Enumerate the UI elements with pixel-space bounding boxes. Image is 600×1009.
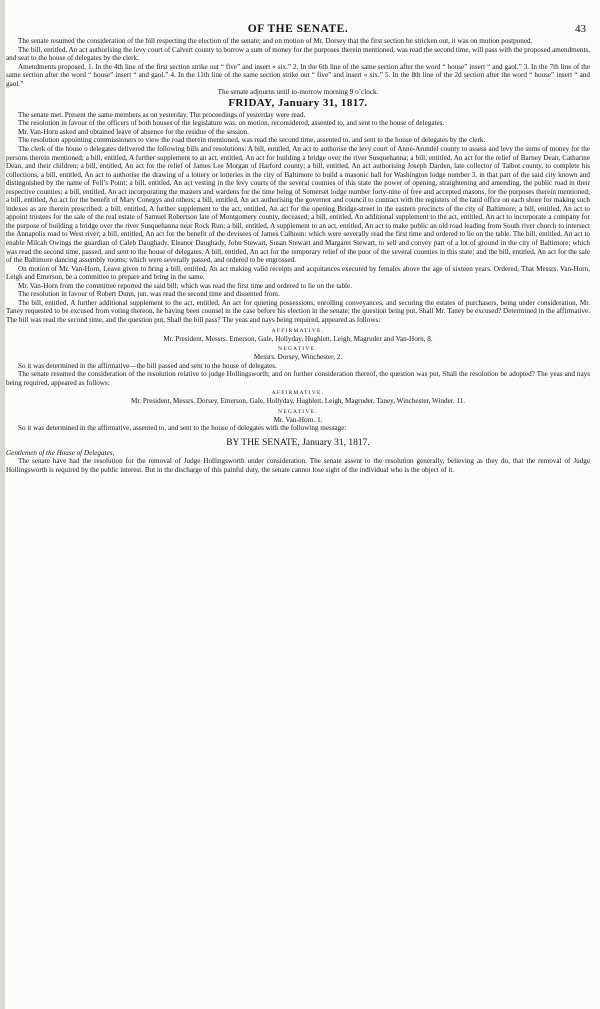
vote-list: Messrs. Dorsey, Winchester, 2. xyxy=(253,353,343,362)
paragraph: Mr. Van-Horn from the committee reported the said bill; which was read the first time and ordered to lie on the table. xyxy=(18,281,352,290)
paragraph: The senate resumed the consideration of the resolution relative to judge Hollingsworth; and on further consideration thereof, the question was put, Shall the resolution be adopted? The yeas and nays being required, appeared as follows: xyxy=(6,370,590,387)
paragraph: The senate met. Present the same members as on yesterday. The proceedings of yesterday were read. xyxy=(18,110,306,119)
paragraph: On motion of Mr. Van-Horn, Leave given to bring a bill, entitled, An act making valid receipts and acquitances executed by females above the age of sixteen years. Ordered, That Messrs. Van-Horn, Leigh and Emerson, be a committee to prepare and bring in the same. xyxy=(6,264,590,282)
paragraph: The resolution appointing commissioners to view the road therein mentioned, was read the second time, assented to, and sent to the house of delegates by the clerk. xyxy=(18,136,486,145)
vote-list: Mr. President, Messrs. Emerson, Gale, Hollyday, Hughlett, Leigh, Magruder and Van-Horn, 8. xyxy=(163,334,433,343)
vote-list: Mr. Van-Horn. 1. xyxy=(273,415,323,424)
salutation: Gentlemen of the House of Delegates, xyxy=(6,448,115,457)
vote-heading: AFFIRMATIVE. xyxy=(271,390,325,397)
paragraph: So it was determined in the affirmative—the bill passed and sent to the house of delegates. xyxy=(18,361,277,370)
paragraph: Amendments proposed. 1. In the 4th line of the first section strike out “ five” and insert « six.” 2. In the 6th line of the same section after the word “ house” insert “ and gaol.” 3. In the 7th line of the same section after the word “ house” insert “ and gaol.” 4. In the 11th line of the same section strike out “ five” and insert « six.” 5. In the 8th line of the 2d section after the word “ house” insert “ and gaol.” xyxy=(6,62,590,88)
running-head: OF THE SENATE. xyxy=(247,23,349,35)
paragraph: Mr. Van-Horn asked and obtained leave of absence for the residue of the session. xyxy=(18,127,249,136)
paragraph: So it was determined in the affirmative, assented to, and sent to the house of delegates with the following message: xyxy=(18,424,347,433)
document-body xyxy=(6,37,590,475)
vote-list: Mr. President, Messrs. Dorsey, Emerson, Gale, Hollyday, Hughlett, Leigh, Magruder, Taney, Winchester, Winder. 11. xyxy=(130,397,466,406)
paragraph: The resolution in favour of Robert Dunn, jun. was read the second time and dissented from. xyxy=(18,290,280,299)
paragraph: The resolution in favour of the officers of both houses of the legislature was, on motion, reconsidered, assented to, and sent to the house of delegates. xyxy=(18,119,445,128)
paragraph: The clerk of the house o delegates delivered the following bills and resolutions: A bill, entitled, An act to authorise the levy court of Anne-Arundel county to assess and levy the sums of money for the persons therein mentioned; a bill, entitled, A further supplement to an act, entitled, An act for building a bridge over the river Susquehanna; a bill, entitled, An act for the relief of Barney Dean, Catharine Dean, and their children; a bill, entitled, An act for the relief of James Lee Morgan of Harford county; a bill, entitled, An act authorising Joseph Darden, late collector of Talbot county, to complete his collections, a bill, entitled, An act to authorise the drawing of a lottery or lotteries in the city of Baltimore to build a masonic hall for Washington lodge number 3, in that part of the said city known and distinguished by the name of Fell’s Point; a bill, entitled, An act vesting in the levy courts of the several counties of this state the power of opening, straightening and amending, the public road in their respective counties; a bill, entitled, An act incorporating the masters and wardens for the time being of Somerset lodge number forty-nine of free and accepted masons, for the purposes therein mentioned; a bill, entitled, An act for the benefit of Mary Conegys and others; a bill, entitled, An act authorising the governor and council to contract with the registers of the land office on each shore for making such indexes as are therein prescribed; a bill, entitled, A further supplement to the act, entitled, An act for the opening Bridge-street in the eastern precincts of the city of Baltimore; a bill, entitled, An act to appoint trustees for the sale of the real estate of Samuel Robertson late of Montgomery county, deceased; a bill, entitled, An additional supplement to the act, entitled, An act to incorporate a company for the purpose of building a bridge over the river Susquehanna near Rock Run; a bill, entitled, A supplement to an act, entitled, An act to make public an old road leading from South river church to intersect the Annapolis road to West river; a bill, entitled, An act for the benefit of the devisees of James Calhoun: which were severally read the first time and ordered to lie on the table. The bill, entitled, An act to enable Milcah Owings the guardian of Caleb Daughady, Eleanor Daughady, John Stewart, Susan Stewart and Margaret Stewart, to sell and convey part of a lot of ground in the city of Baltimore; which was read the second time, passed, and sent to the house of delegates. A bill, entitled, An act for the temporary relief of the poor of the several counties in this state; and the bill, entitled, An act for the sale of the Baltimore dancing assembly rooms; which were severally passed, and ordered to be engrossed. xyxy=(6,145,590,265)
vote-heading: NEGATIVE. xyxy=(278,346,318,353)
paragraph: The bill, entitled, An act authorising the levy court of Calvert county to borrow a sum of money for the purposes therein mentioned, was read the second time, will pass with the proposed amendments, and seat to the house of delegates by the clerk. xyxy=(6,45,590,63)
page-number: 43 xyxy=(575,23,586,35)
subheading: BY THE SENATE, January 31, 1817. xyxy=(226,437,370,448)
binding-edge xyxy=(0,0,5,1009)
paragraph: The senate have had the resolution for the removal of Judge Hollingsworth under consideration. The senate assent to the resolution generally, believing as they do, that the removal of Judge Hollingsworth is required by the public interest. But in the discharge of this painful duty, the senate cannot lose sight of the individual who is the object of it. xyxy=(6,457,590,474)
page-header xyxy=(6,22,590,37)
paragraph: The senate resumed the consideration of the bill respecting the election of the senate; and on motion of Mr. Dorsey that the first section be stricken out, it was on motion postponed. xyxy=(18,37,533,45)
vote-heading: NEGATIVE. xyxy=(278,408,318,415)
centered-line: The senate adjourns until to-morrow morning 9 o’clock. xyxy=(217,88,379,97)
day-heading: FRIDAY, January 31, 1817. xyxy=(228,96,368,109)
paragraph: The bill, entitled, A further additional supplement to the act, entitled, An act for quieting possessions, enrolling conveyances, and securing the estates of purchasers, being under consideration, Mr. Taney requested to be excused from voting thereon, he having been counsel in the case before his election in the senate; the question being put, Shall Mr. Taney be excused? Determined in the affirmative. The bill was read the second time, and the question put, Shall the bill pass? The yeas and nays being required, appeared as follows: xyxy=(6,298,590,324)
vote-heading: AFFIRMATIVE. xyxy=(271,327,325,334)
